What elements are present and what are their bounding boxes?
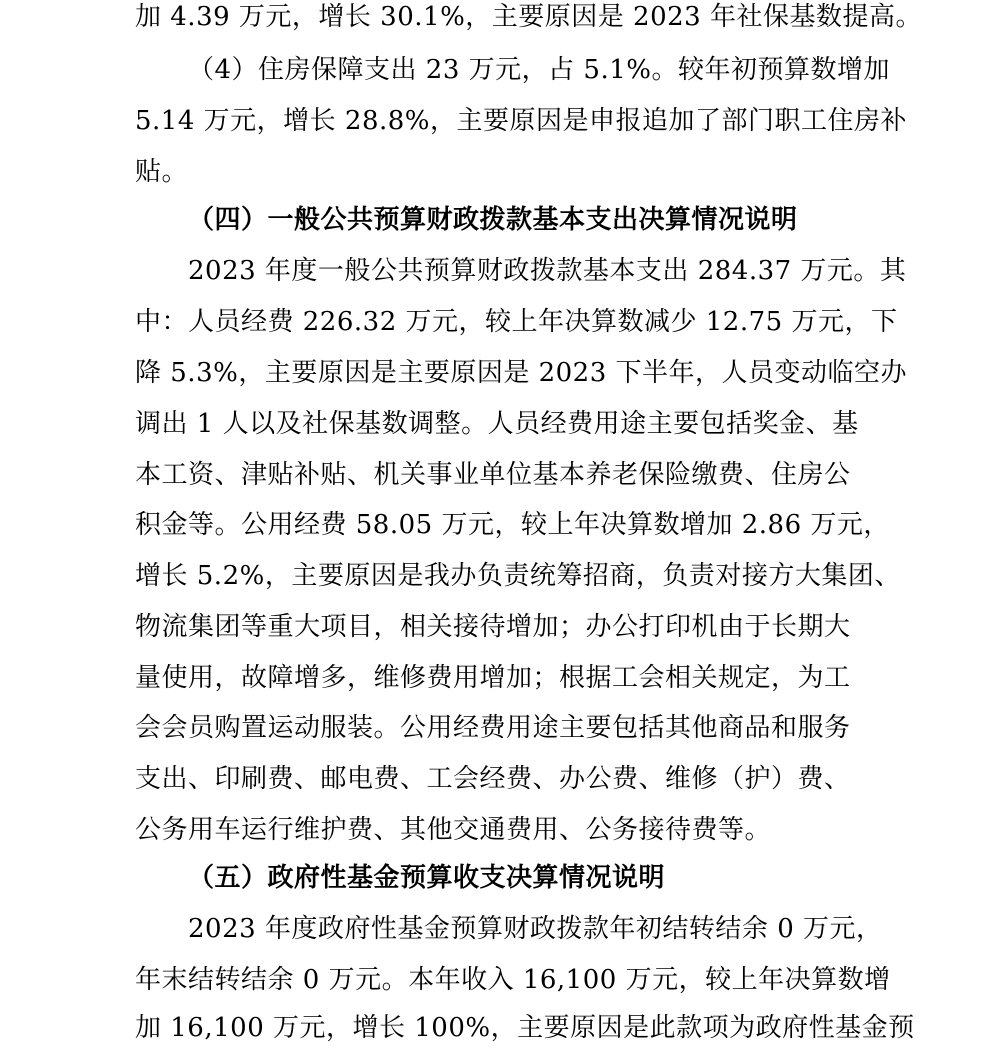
paragraph-line: 2023 年度政府性基金预算财政拨款年初结转结余 0 万元， (188, 914, 883, 944)
paragraph-line: 降 5.3%，主要原因是主要原因是 2023 下半年，人员变动临空办 (135, 358, 908, 388)
paragraph-line: 年末结转结余 0 万元。本年收入 16,100 万元，较上年决算数增 (135, 965, 891, 995)
paragraph-line: 2023 年度一般公共预算财政拨款基本支出 284.37 万元。其 (188, 256, 907, 286)
paragraph-line: 会会员购置运动服装。公用经费用途主要包括其他商品和服务 (135, 713, 851, 743)
paragraph-line: 5.14 万元，增长 28.8%，主要原因是申报追加了部门职工住房补 (135, 106, 908, 136)
paragraph-line: 物流集团等重大项目，相关接待增加；办公打印机由于长期大 (135, 612, 851, 642)
paragraph-line: （4）住房保障支出 23 万元，占 5.1%。较年初预算数增加 (188, 55, 890, 85)
paragraph-line: 加 16,100 万元，增长 100%，主要原因是此款项为政府性基金预 (135, 1013, 915, 1043)
paragraph-line: 支出、印刷费、邮电费、工会经费、办公费、维修（护）费、 (135, 764, 851, 794)
paragraph-line: 本工资、津贴补贴、机关事业单位基本养老保险缴费、住房公 (135, 460, 851, 490)
paragraph-line: 中：人员经费 226.32 万元，较上年决算数减少 12.75 万元，下 (135, 307, 898, 337)
paragraph-line: 增长 5.2%，主要原因是我办负责统筹招商，负责对接方大集团、 (135, 561, 901, 591)
section-heading: （五）政府性基金预算收支决算情况说明 (188, 863, 666, 893)
paragraph-line: 积金等。公用经费 58.05 万元，较上年决算数增加 2.86 万元， (135, 510, 890, 540)
paragraph-line: 调出 1 人以及社保基数调整。人员经费用途主要包括奖金、基 (135, 409, 859, 439)
paragraph-line: 公务用车运行维护费、其他交通费用、公务接待费等。 (135, 815, 772, 845)
section-heading: （四）一般公共预算财政拨款基本支出决算情况说明 (188, 205, 798, 235)
paragraph-line: 加 4.39 万元，增长 30.1%，主要原因是 2023 年社保基数提高。 (135, 2, 922, 32)
paragraph-line: 量使用，故障增多，维修费用增加；根据工会相关规定，为工 (135, 663, 851, 693)
paragraph-line: 贴。 (135, 157, 189, 187)
